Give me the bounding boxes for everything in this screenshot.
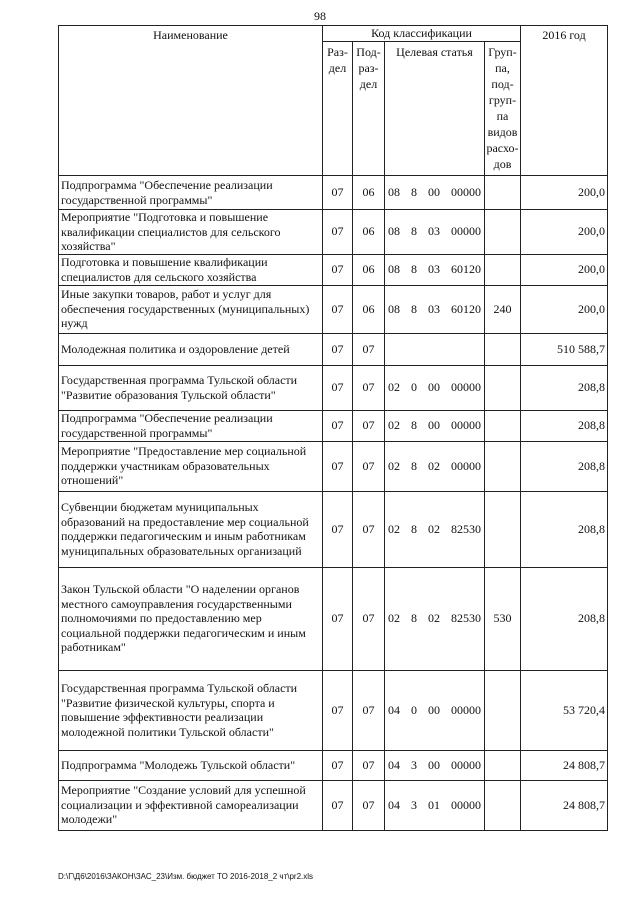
row-name: Мероприятие "Предоставление мер социальной поддержки участникам образовательных отношений" [59,441,323,491]
row-target-item [385,410,485,441]
row-expense-group [485,780,521,830]
target-item-cs2: 8 [411,611,417,625]
row-amount: 208,8 [521,365,608,410]
row-target-item [385,567,485,670]
target-item-cs3: 00 [428,702,440,717]
table-row [59,441,608,491]
target-item-cs4: 00000 [451,418,481,432]
row-name: Иные закупки товаров, работ и услуг для обеспечения государственных (муниципальных) нужд [59,285,323,333]
row-section: 07 [323,285,353,333]
table-row [59,567,608,670]
file-path-footer: D:\Г\Д6\2016\ЗАКОН\ЗАС_23\Изм. бюджет ТО 2016-2018_2 чт\pr2.xls [58,872,314,881]
target-item-cs2: 8 [411,521,417,536]
target-item-cs4: 00000 [451,702,481,717]
row-name: Подпрограмма "Молодежь Тульской области" [59,750,323,780]
header-expense-group: Груп- па, под- груп- па видов расхо- дов [485,42,521,176]
row-expense-group [485,410,521,441]
row-subsection: 06 [353,254,385,285]
row-subsection: 07 [353,491,385,567]
row-expense-group [485,210,521,255]
row-expense-group [485,254,521,285]
row-section: 07 [323,670,353,750]
budget-table [58,25,608,831]
target-item-cs3: 00 [428,757,440,772]
row-name: Закон Тульской области "О наделении органов местного самоуправления государственными полномочиями по предоставлению мер социальной поддержки педагогическим и иным работникам" [59,567,323,670]
target-item-cs3: 02 [428,611,440,625]
target-item-cs4: 60120 [451,262,481,276]
target-item-parts [385,703,484,718]
row-name: Подготовка и повышение квалификации специалистов для сельского хозяйства [59,254,323,285]
row-amount: 24 808,7 [521,780,608,830]
row-section: 07 [323,567,353,670]
row-expense-group [485,491,521,567]
row-subsection: 07 [353,670,385,750]
row-subsection: 06 [353,176,385,210]
target-item-cs3: 00 [428,418,440,432]
row-name: Государственная программа Тульской области "Развитие физической культуры, спорта и повышение эффективности реализации молодежной политики Тульской области" [59,670,323,750]
row-section: 07 [323,780,353,830]
row-section: 07 [323,210,353,255]
table-row [59,750,608,780]
header-section: Раз- дел [323,42,353,176]
row-amount: 200,0 [521,285,608,333]
row-amount: 200,0 [521,254,608,285]
row-expense-group [485,441,521,491]
row-name: Молодежная политика и оздоровление детей [59,333,323,365]
target-item-cs3: 00 [428,380,440,394]
header-classification-code: Код классификации [323,26,521,42]
table-row [59,333,608,365]
target-item-cs1: 02 [388,458,400,473]
table-row [59,491,608,567]
row-target-item [385,670,485,750]
row-section: 07 [323,254,353,285]
target-item-parts [385,522,484,537]
row-expense-group: 530 [485,567,521,670]
row-section: 07 [323,441,353,491]
target-item-parts [385,758,484,773]
target-item-cs4: 00000 [451,224,481,239]
row-expense-group [485,365,521,410]
row-amount: 200,0 [521,176,608,210]
target-item-cs1: 08 [388,224,400,239]
header-name: Наименование [59,26,323,176]
row-amount: 24 808,7 [521,750,608,780]
target-item-cs2: 8 [411,262,417,276]
row-subsection: 06 [353,285,385,333]
target-item-cs1: 04 [388,797,400,812]
target-item-cs1: 08 [388,301,400,316]
row-subsection: 07 [353,333,385,365]
row-section: 07 [323,491,353,567]
row-expense-group [485,333,521,365]
target-item-cs2: 3 [411,797,417,812]
target-item-cs2: 8 [411,224,417,239]
target-item-cs3: 03 [428,301,440,316]
target-item-parts [385,224,484,239]
row-target-item [385,285,485,333]
row-target-item [385,254,485,285]
row-name: Подпрограмма "Обеспечение реализации государственной программы" [59,176,323,210]
target-item-parts [385,418,484,433]
row-name: Субвенции бюджетам муниципальных образований на предоставление мер социальной поддержки педагогическим и иным работникам муниципальных образовательных организаций [59,491,323,567]
target-item-cs3: 03 [428,262,440,276]
row-target-item [385,333,485,365]
target-item-cs2: 8 [411,458,417,473]
row-subsection: 07 [353,750,385,780]
row-expense-group [485,176,521,210]
row-expense-group [485,750,521,780]
row-subsection: 07 [353,410,385,441]
table-row [59,410,608,441]
target-item-cs4: 82530 [451,521,481,536]
target-item-cs1: 08 [388,185,400,199]
row-target-item [385,210,485,255]
table-row [59,365,608,410]
table-row [59,254,608,285]
row-target-item [385,750,485,780]
target-item-cs2: 8 [411,185,417,199]
row-amount: 53 720,4 [521,670,608,750]
target-item-parts [385,798,484,813]
row-target-item [385,441,485,491]
row-section: 07 [323,365,353,410]
target-item-cs1: 02 [388,380,400,394]
row-name: Подпрограмма "Обеспечение реализации государственной программы" [59,410,323,441]
row-subsection: 07 [353,567,385,670]
row-target-item [385,176,485,210]
row-section: 07 [323,410,353,441]
table-row [59,285,608,333]
table-row [59,780,608,830]
row-expense-group: 240 [485,285,521,333]
target-item-cs4: 00000 [451,797,481,812]
row-amount: 200,0 [521,210,608,255]
row-subsection: 06 [353,210,385,255]
row-section: 07 [323,333,353,365]
target-item-cs4: 82530 [451,611,481,625]
target-item-cs4: 00000 [451,380,481,394]
target-item-cs2: 3 [411,757,417,772]
row-subsection: 07 [353,780,385,830]
target-item-cs2: 0 [411,702,417,717]
row-name: Мероприятие "Создание условий для успешной социализации и эффективной самореализации молодежи" [59,780,323,830]
target-item-parts [385,185,484,200]
target-item-parts [385,611,484,626]
table-row [59,210,608,255]
row-section: 07 [323,750,353,780]
target-item-cs3: 00 [428,185,440,199]
target-item-cs1: 02 [388,521,400,536]
row-subsection: 07 [353,441,385,491]
page-number: 98 [314,9,326,23]
target-item-parts [385,302,484,317]
header-subsection: Под- раз- дел [353,42,385,176]
target-item-parts [385,459,484,474]
target-item-cs4: 00000 [451,458,481,473]
row-target-item [385,780,485,830]
target-item-cs3: 01 [428,797,440,812]
row-section: 07 [323,176,353,210]
target-item-cs3: 03 [428,224,440,239]
row-target-item [385,491,485,567]
target-item-cs2: 8 [411,301,417,316]
target-item-cs1: 08 [388,262,400,276]
target-item-parts [385,380,484,395]
table-body [59,176,608,831]
target-item-cs1: 04 [388,757,400,772]
row-amount: 208,8 [521,441,608,491]
row-subsection: 07 [353,365,385,410]
row-target-item [385,365,485,410]
target-item-parts [385,262,484,277]
target-item-cs4: 00000 [451,185,481,199]
target-item-cs3: 02 [428,521,440,536]
table-row [59,176,608,210]
row-amount: 208,8 [521,567,608,670]
target-item-cs4: 60120 [451,301,481,316]
target-item-cs3: 02 [428,458,440,473]
row-name: Мероприятие "Подготовка и повышение квалификации специалистов для сельского хозяйства" [59,210,323,255]
row-name: Государственная программа Тульской области "Развитие образования Тульской области" [59,365,323,410]
target-item-cs1: 02 [388,418,400,432]
row-amount: 208,8 [521,491,608,567]
header-year: 2016 год [521,26,608,176]
header-target-item: Целевая статья [385,42,485,176]
row-expense-group [485,670,521,750]
target-item-cs2: 0 [411,380,417,394]
target-item-cs2: 8 [411,418,417,432]
table-row [59,670,608,750]
row-amount: 510 588,7 [521,333,608,365]
target-item-cs1: 04 [388,702,400,717]
row-amount: 208,8 [521,410,608,441]
target-item-cs1: 02 [388,611,400,625]
target-item-cs4: 00000 [451,757,481,772]
